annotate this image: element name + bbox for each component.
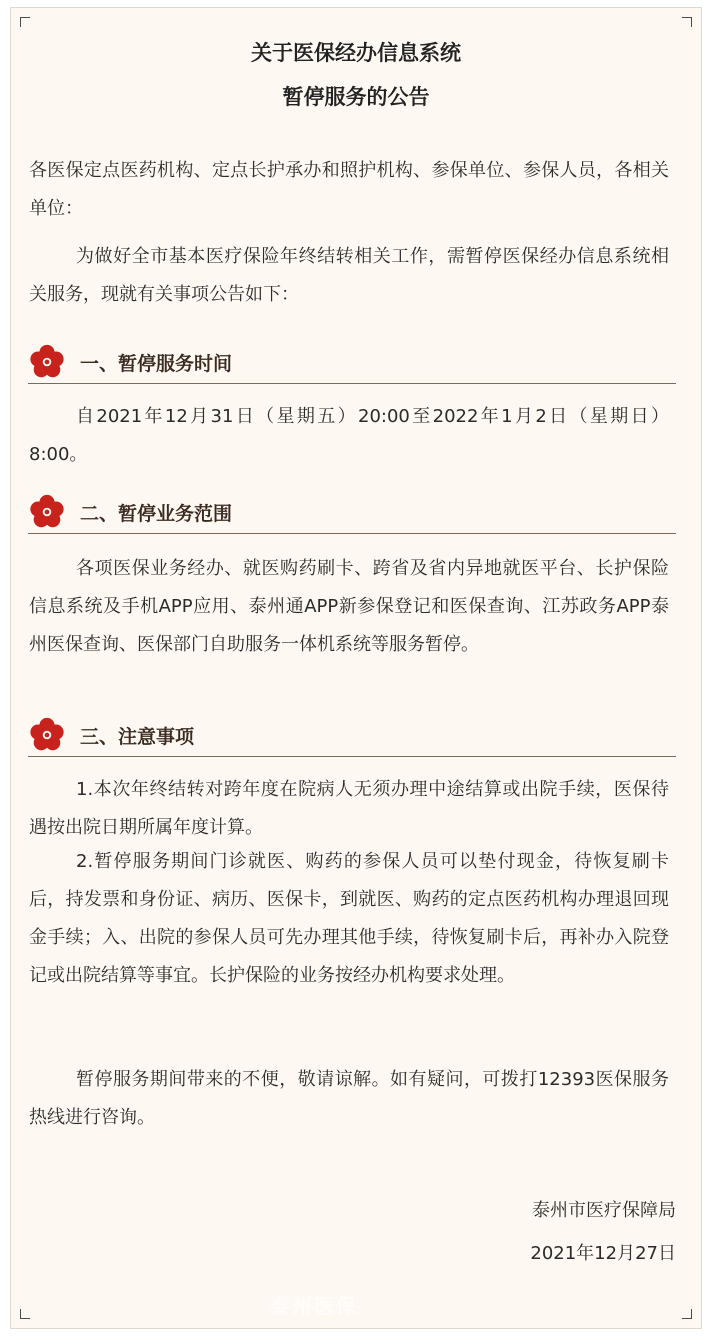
section-3-item-1: 1.本次年终结转对跨年度在院病人无须办理中途结算或出院手续，医保待遇按出院日期所属年度计算。 xyxy=(29,779,669,838)
salutation: 各医保定点医药机构、定点长护承办和照护机构、参保单位、参保人员，各相关单位： xyxy=(29,160,669,219)
intro-paragraph: 为做好全市基本医疗保险年终结转相关工作，需暂停医保经办信息系统相关服务，现就有关事项公告如下： xyxy=(29,246,669,305)
red-flower-icon xyxy=(28,716,66,754)
section-2-paragraph: 各项医保业务经办、就医购药刷卡、跨省及省内异地就医平台、长护保险信息系统及手机APP应用、泰州通APP新参保登记和医保查询、江苏政务APP泰州医保查询、医保部门自助服务一体机系统等服务暂停。 xyxy=(29,558,669,655)
signature-date: 2021年12月27日 xyxy=(530,1243,676,1264)
notice-title-line-1: 关于医保经办信息系统 xyxy=(251,41,461,65)
closing-paragraph: 暂停服务期间带来的不便，敬请谅解。如有疑问，可拨打12393医保服务热线进行咨询。 xyxy=(29,1069,669,1128)
red-flower-icon xyxy=(28,493,66,531)
red-flower-icon xyxy=(28,343,66,381)
section-heading-2: 二、暂停业务范围 xyxy=(80,503,233,525)
corner-bracket-top-right xyxy=(682,17,692,27)
section-header-1 xyxy=(28,343,676,384)
section-header-3 xyxy=(28,716,676,757)
corner-bracket-top-left xyxy=(20,17,30,27)
section-header-2 xyxy=(28,493,676,534)
section-1-paragraph: 自2021年12月31日（星期五）20:00至2022年1月2日（星期日）8:00。 xyxy=(29,406,669,465)
section-3-item-2: 2.暂停服务期间门诊就医、购药的参保人员可以垫付现金，待恢复刷卡后，持发票和身份证、病历、医保卡，到就医、购药的定点医药机构办理退回现金手续；入、出院的参保人员可先办理其他手续，待恢复刷卡后，再补办入院登记或出院结算等事宜。长护保险的业务按经办机构要求处理。 xyxy=(29,851,669,986)
notice-title-line-2: 暂停服务的公告 xyxy=(282,85,430,109)
watermark: 泰州医保 xyxy=(270,1294,358,1318)
corner-bracket-bottom-left xyxy=(20,1309,30,1319)
corner-bracket-bottom-right xyxy=(682,1309,692,1319)
section-heading-3: 三、注意事项 xyxy=(80,726,195,748)
section-heading-1: 一、暂停服务时间 xyxy=(80,353,233,375)
signature-org: 泰州市医疗保障局 xyxy=(532,1200,676,1221)
